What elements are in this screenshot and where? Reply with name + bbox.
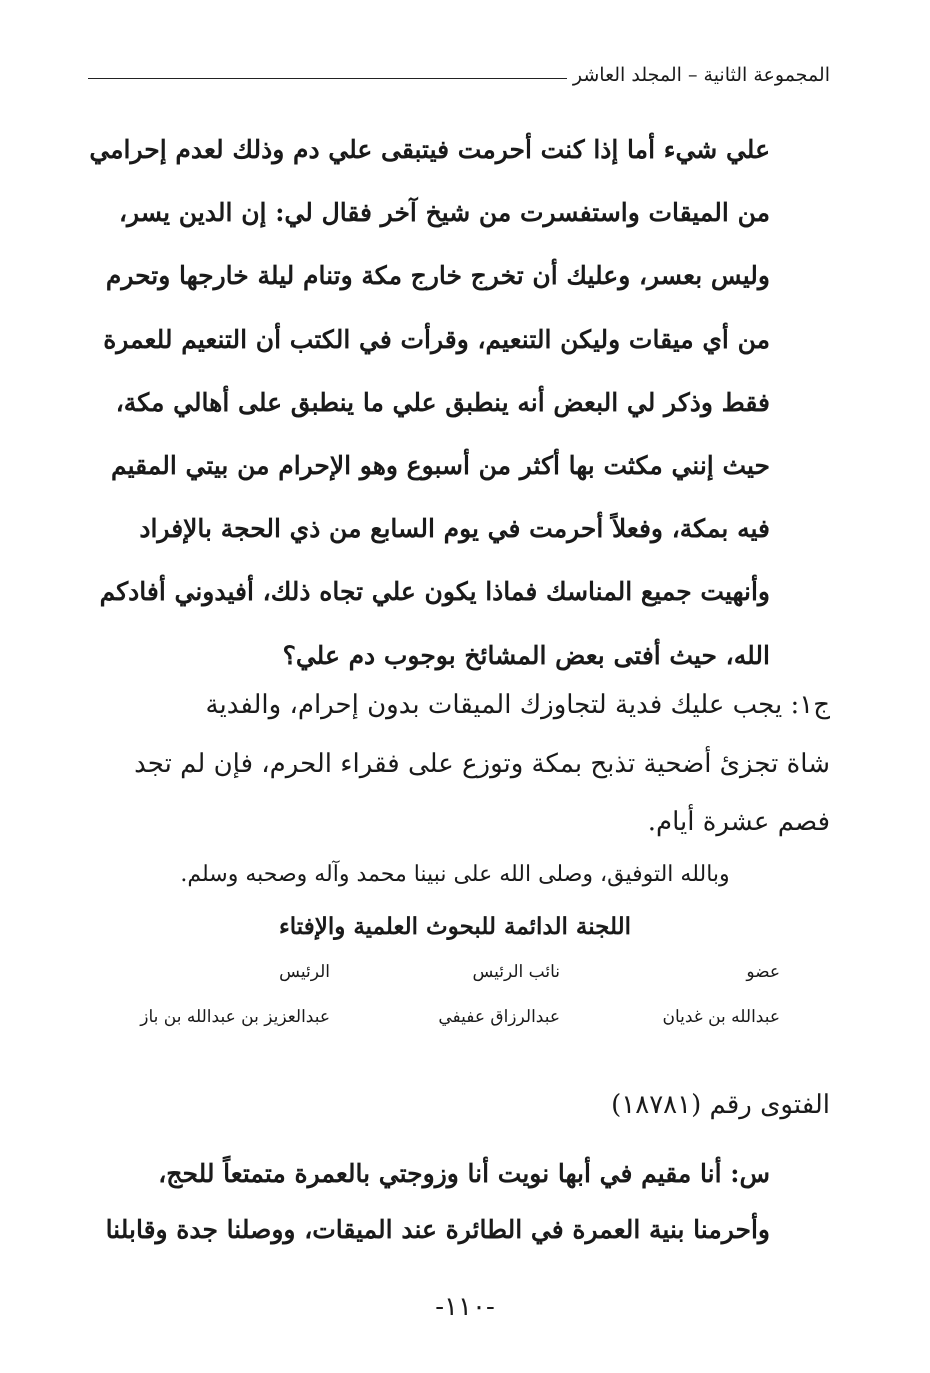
fatwa-number: الفتوى رقم (١٨٧٨١) bbox=[611, 1090, 830, 1120]
running-header bbox=[88, 58, 830, 92]
question-block bbox=[82, 118, 770, 687]
committee-name: اللجنة الدائمة للبحوث العلمية والإفتاء bbox=[278, 913, 632, 940]
answer-line: فصم عشرة أيام. bbox=[647, 807, 830, 837]
question-line: وليس بعسر، وعليك أن تخرج خارج مكة وتنام ليلة خارجها وتحرم bbox=[105, 261, 770, 291]
answer-line: ج١: يجب عليك فدية لتجاوزك الميقات بدون إحرام، والفدية bbox=[205, 690, 830, 720]
header-title: المجموعة الثانية – المجلد العاشر bbox=[572, 64, 830, 86]
signatory-roles bbox=[150, 962, 800, 992]
question-line: فيه بمكة، وفعلاً أحرمت في يوم السابع من ذي الحجة بالإفراد bbox=[139, 514, 770, 544]
signatory-role: نائب الرئيس bbox=[472, 962, 560, 982]
answer-block bbox=[78, 676, 830, 852]
question2-line: س: أنا مقيم في أبها نويت أنا وزوجتي بالعمرة متمتعاً للحج، bbox=[158, 1159, 770, 1188]
signatory-role: عضو bbox=[746, 962, 780, 982]
signatory-name: عبدالرزاق عفيفي bbox=[438, 1007, 560, 1027]
signatory-names bbox=[140, 1007, 800, 1037]
question-line: فقط وذكر لي البعض أنه ينطبق علي ما ينطبق على أهالي مكة، bbox=[115, 387, 770, 417]
question-line: وأنهيت جميع المناسك فماذا يكون علي تجاه ذلك، أفيدوني أفادكم bbox=[99, 577, 770, 607]
page-number: -١١٠- bbox=[435, 1292, 495, 1322]
question-line: حيث إنني مكثت بها أكثر من أسبوع وهو الإحرام من بيتي المقيم bbox=[110, 451, 770, 481]
question-line: من أي ميقات وليكن التنعيم، وقرأت في الكتب أن التنعيم للعمرة bbox=[103, 324, 770, 354]
question2-block bbox=[80, 1146, 770, 1258]
question-line: الله، حيث أفتى بعض المشائخ بوجوب دم علي؟ bbox=[282, 640, 770, 670]
signatory-name: عبدالعزيز بن عبدالله بن باز bbox=[140, 1007, 330, 1027]
question-line: علي شيء أما إذا كنت أحرمت فيتبقى علي دم وذلك لعدم إحرامي bbox=[89, 135, 770, 164]
signatory-role: الرئيس bbox=[279, 962, 330, 982]
question2-line: وأحرمنا بنية العمرة في الطائرة عند الميقات، ووصلنا جدة وقابلنا bbox=[105, 1215, 770, 1244]
answer-line: شاة تجزئ أضحية تذبح بمكة وتوزع على فقراء الحرم، فإن لم تجد bbox=[134, 748, 830, 779]
question-line: من الميقات واستفسرت من شيخ آخر فقال لي: إن الدين يسر، bbox=[118, 198, 770, 228]
signatory-name: عبدالله بن غديان bbox=[662, 1007, 780, 1027]
closing-line: وبالله التوفيق، وصلى الله على نبينا محمد وآله وصحبه وسلم. bbox=[180, 862, 730, 887]
header-rule bbox=[88, 78, 567, 79]
